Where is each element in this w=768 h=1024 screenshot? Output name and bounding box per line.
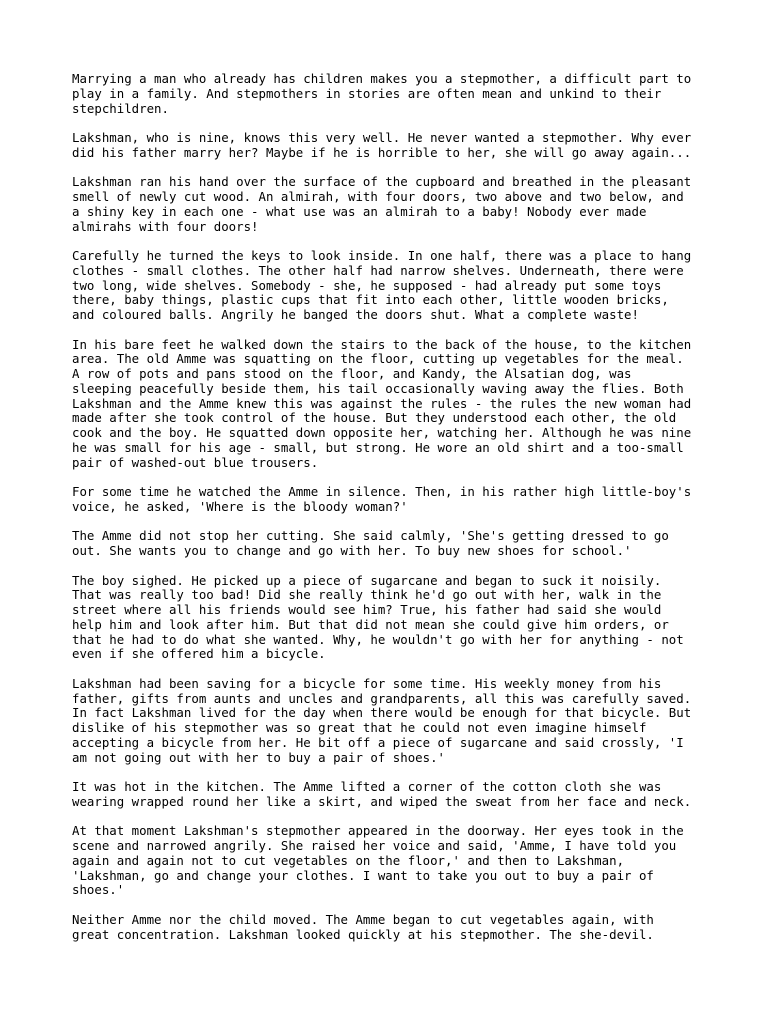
paragraph-6: For some time he watched the Amme in silence. Then, in his rather high little-boy's voice, he asked, 'Where is the bloody woman?'	[72, 484, 692, 514]
paragraph-8: The boy sighed. He picked up a piece of sugarcane and began to suck it noisily. That was really too bad! Did she really think he'd go out with her, walk in the street where all his friends would see him? True, his father had said she would help him and look after him. But that did not mean she could give him orders, or that he had to do what she wanted. Why, he wouldn't go with her for anything - not even if she offered him a bicycle.	[72, 572, 684, 662]
paragraph-7: The Amme did not stop her cutting. She said calmly, 'She's getting dressed to go out. She wants you to change and go with her. To buy new shoes for school.'	[72, 528, 669, 558]
paragraph-4: Carefully he turned the keys to look inside. In one half, there was a place to hang clothes - small clothes. The other half had narrow shelves. Underneath, there were two long, wide shelves. Somebody - she, he supposed - had already put some toys there, baby things, plastic cups that fit into each other, little wooden bricks, and coloured balls. Angrily he banged the doors shut. What a complete waste!	[72, 248, 692, 322]
paragraph-10: It was hot in the kitchen. The Amme lifted a corner of the cotton cloth she was wearing wrapped round her like a skirt, and wiped the sweat from her face and neck.	[72, 779, 692, 809]
document-page	[72, 72, 712, 957]
paragraph-5: In his bare feet he walked down the stairs to the back of the house, to the kitchen area. The old Amme was squatting on the floor, cutting up vegetables for the meal. A row of pots and pans stood on the floor, and Kandy, the Alsatian dog, was sleeping peacefully beside them, his tail occasionally waving away the flies. Both Lakshman and the Amme knew this was against the rules - the rules the new woman had made after she took control of the house. But they understood each other, the old cook and the boy. He squatted down opposite her, watching her. Although he was nine he was small for his age - small, but strong. He wore an old shirt and a too-small pair of washed-out blue trousers.	[72, 336, 692, 470]
paragraph-1: Marrying a man who already has children makes you a stepmother, a difficult part to play in a family. And stepmothers in stories are often mean and unkind to their stepchildren.	[72, 71, 692, 116]
paragraph-9: Lakshman had been saving for a bicycle for some time. His weekly money from his father, gifts from aunts and uncles and grandparents, all this was carefully saved. In fact Lakshman lived for the day when there would be enough for that bicycle. But dislike of his stepmother was so great that he could not even imagine himself accepting a bicycle from her. He bit off a piece of sugarcane and said crossly, 'I am not going out with her to buy a pair of shoes.'	[72, 675, 692, 765]
paragraph-3: Lakshman ran his hand over the surface of the cupboard and breathed in the pleasant smell of newly cut wood. An almirah, with four doors, two above and two below, and a shiny key in each one - what use was an almirah to a baby! Nobody ever made almirahs with four doors!	[72, 174, 692, 234]
paragraph-11: At that moment Lakshman's stepmother appeared in the doorway. Her eyes took in the scene and narrowed angrily. She raised her voice and said, 'Amme, I have told you again and again not to cut vegetables on the floor,' and then to Lakshman, 'Lakshman, go and change your clothes. I want to take you out to buy a pair of shoes.'	[72, 823, 684, 898]
paragraph-2: Lakshman, who is nine, knows this very well. He never wanted a stepmother. Why ever did his father marry her? Maybe if he is horrible to her, she will go away again...	[72, 130, 692, 160]
paragraph-12: Neither Amme nor the child moved. The Amme began to cut vegetables again, with great concentration. Lakshman looked quickly at his stepmother. The she-devil.	[72, 911, 654, 942]
